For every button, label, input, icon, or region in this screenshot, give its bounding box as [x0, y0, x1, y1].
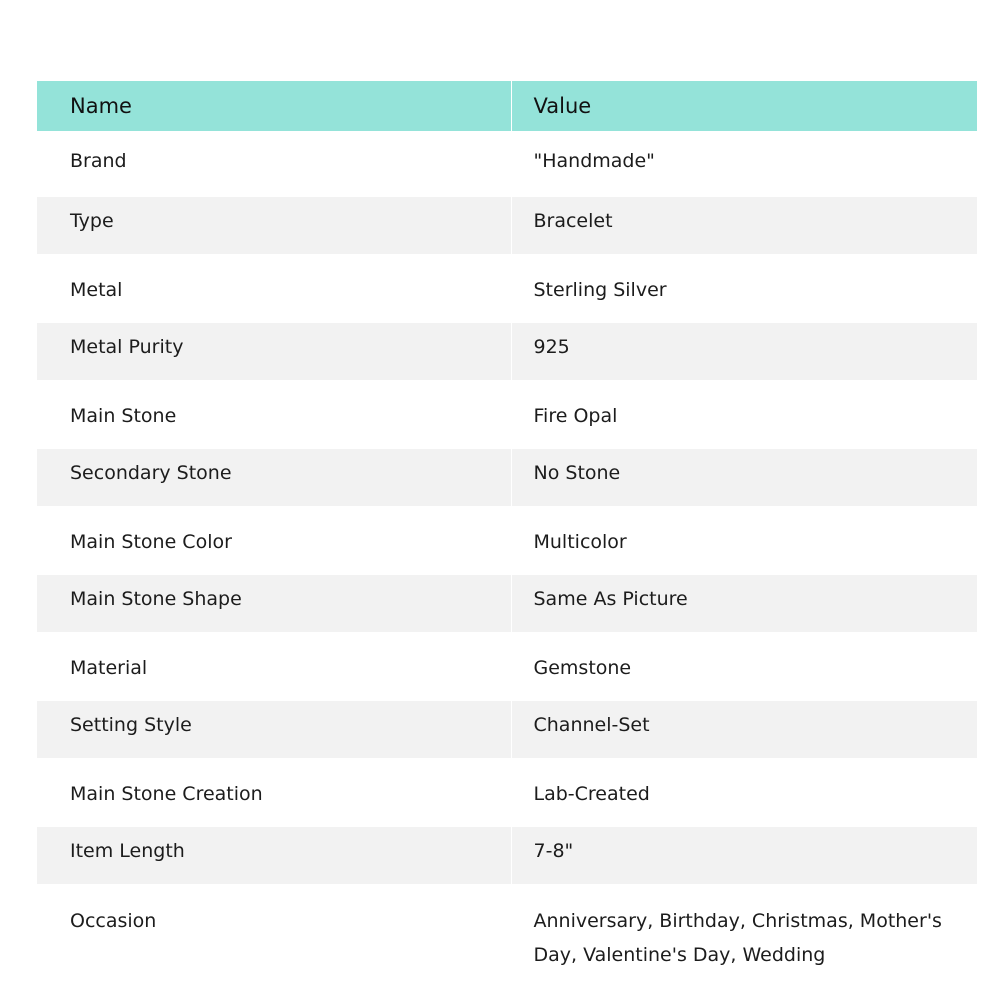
attribute-value: Lab-Created	[511, 761, 977, 824]
table-body	[37, 131, 977, 972]
table-row	[37, 383, 977, 446]
attribute-value: "Handmade"	[511, 131, 977, 194]
table-row	[37, 635, 977, 698]
table-row	[37, 446, 977, 509]
attribute-name: Material	[70, 657, 148, 679]
attribute-value: 925	[511, 320, 977, 383]
attribute-name: Type	[37, 194, 511, 257]
spec-table	[37, 81, 977, 972]
attribute-name: Setting Style	[37, 698, 511, 761]
attribute-name: Main Stone Shape	[37, 572, 511, 635]
attribute-value: Fire Opal	[511, 383, 977, 446]
attribute-value: 7-8"	[511, 824, 977, 887]
table-row	[37, 509, 977, 572]
attribute-name: Item Length	[37, 824, 511, 887]
attribute-name: Brand	[70, 150, 127, 172]
attribute-value: Bracelet	[511, 194, 977, 257]
table-row	[37, 698, 977, 761]
table-row	[37, 824, 977, 887]
attribute-name: Metal Purity	[37, 320, 511, 383]
table-row	[37, 320, 977, 383]
attribute-name: Secondary Stone	[37, 446, 511, 509]
attribute-value: Gemstone	[511, 635, 977, 698]
attribute-name: Metal	[70, 279, 123, 301]
table-header	[37, 81, 977, 131]
header-row	[37, 81, 977, 131]
attribute-name: Main Stone Creation	[70, 783, 263, 805]
attribute-value: No Stone	[511, 446, 977, 509]
column-header-name: Name	[37, 81, 511, 131]
attribute-name: Occasion	[70, 910, 157, 932]
attribute-value: Same As Picture	[511, 572, 977, 635]
attribute-name: Main Stone Color	[70, 531, 232, 553]
attribute-value: Channel-Set	[511, 698, 977, 761]
table-row	[37, 194, 977, 257]
attribute-name: Main Stone	[70, 405, 177, 427]
table-row	[37, 257, 977, 320]
table-row	[37, 761, 977, 824]
table-row	[37, 572, 977, 635]
attribute-value: Sterling Silver	[511, 257, 977, 320]
table-row	[37, 131, 977, 194]
attribute-value: Anniversary, Birthday, Christmas, Mother's Day, Valentine's Day, Wedding	[511, 887, 977, 972]
column-header-value: Value	[511, 81, 977, 131]
attribute-value: Multicolor	[511, 509, 977, 572]
table-row	[37, 887, 977, 972]
